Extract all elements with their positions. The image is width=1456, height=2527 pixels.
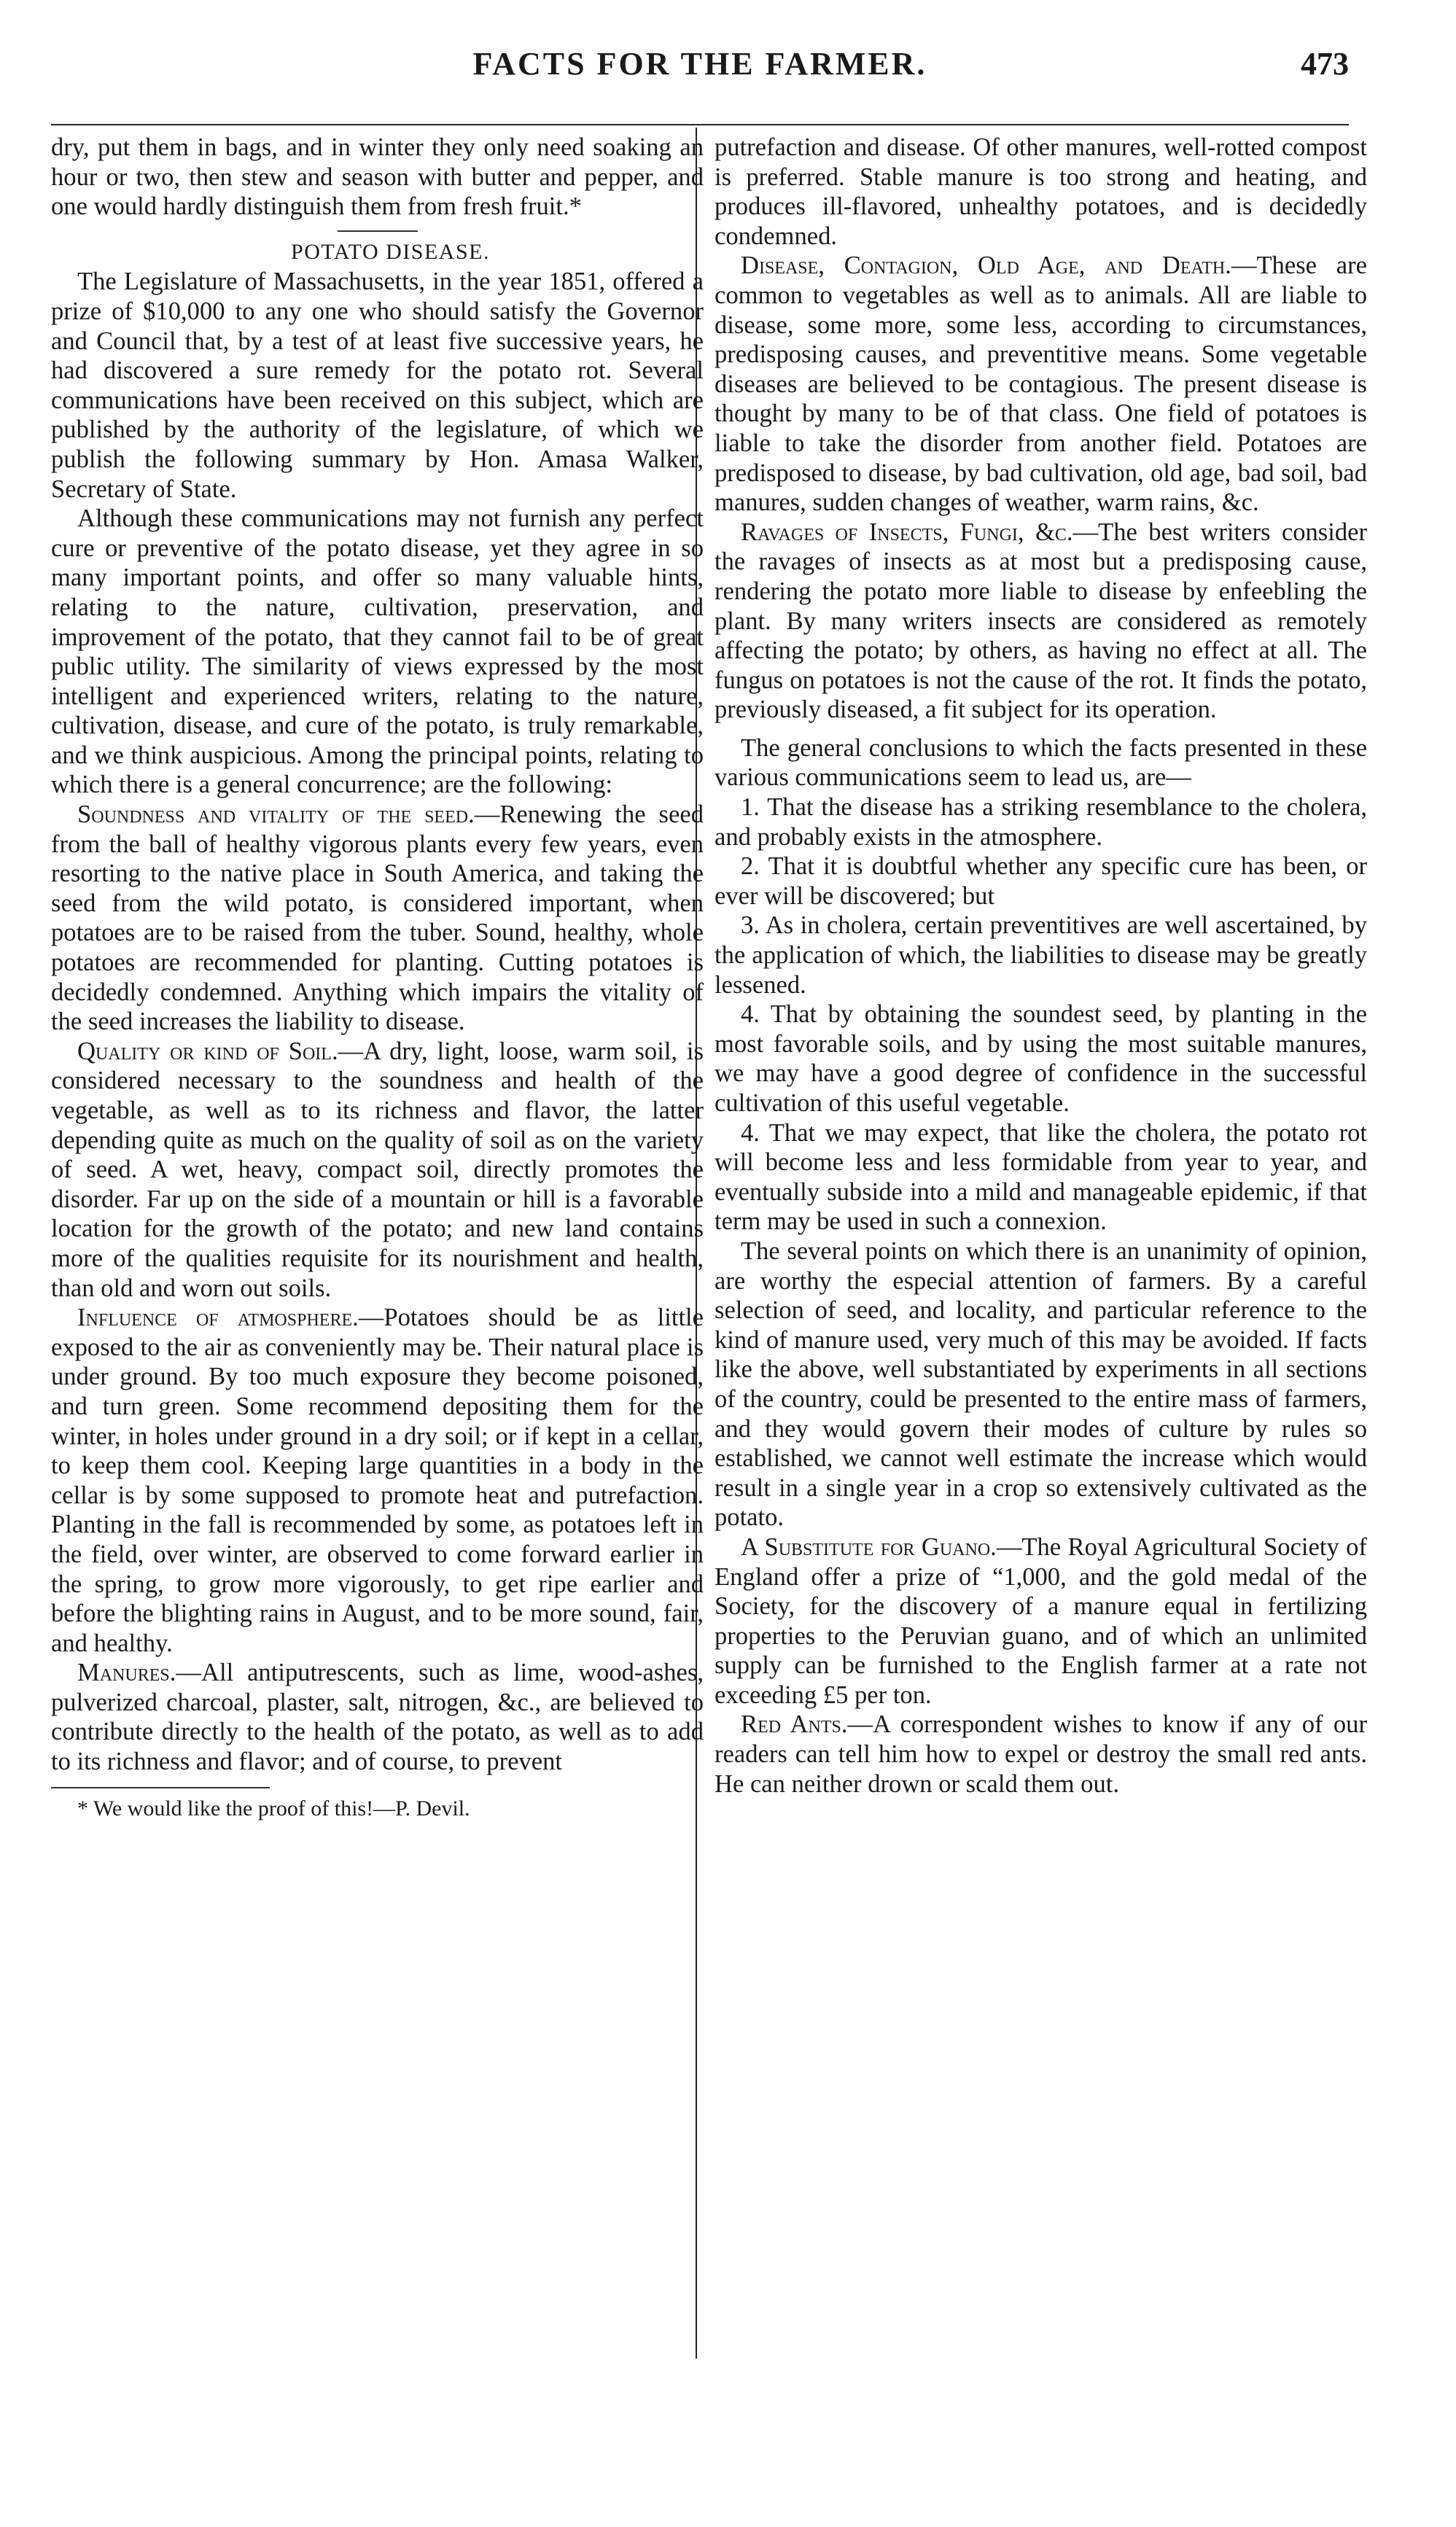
paragraph xyxy=(715,1710,1367,1799)
paragraph xyxy=(715,1533,1367,1710)
paragraph: putrefaction and disease. Of other manures, well-rotted compost is preferred. Stable manure is too strong and heating, and produces ill-flavored, unhealthy potatoes, and is decidedly condemned. xyxy=(715,133,1367,250)
section-heading: POTATO DISEASE. xyxy=(291,239,490,264)
paragraph-body: —These are common to vegetables as well as to animals. All are liable to disease, some more, some less, according to circumstances, predisposing causes, and preventitive means. Some vegetable diseases are believed to be contagious. The present disease is thought by many to be of that class. One field of potatoes is liable to take the disorder from another field. Potatoes are predisposed to disease, by bad cultivation, old age, bad soil, bad manures, sudden changes of weather, warm rains, &c. xyxy=(715,252,1367,517)
run-in-heading: Disease, Contagion, Old Age, and Death. xyxy=(741,252,1231,280)
list-item: 2. That it is doubtful whether any specific cure has been, or ever will be discovered; but xyxy=(715,852,1367,910)
list-item: 3. As in cholera, certain preventitives are well ascertained, by the application of which, the liabilities to disease may be greatly lessened. xyxy=(715,911,1367,999)
paragraph-body: —All antiputrescents, such as lime, wood-ashes, pulverized charcoal, plaster, salt, nitrogen, &c., are believed to contribute directly to the health of the potato, as well as to add to its richness and flavor; and of course, to prevent xyxy=(51,1659,704,1776)
page-number: 473 xyxy=(1301,46,1349,82)
paragraph xyxy=(715,518,1367,725)
paragraph xyxy=(715,251,1367,517)
right-column xyxy=(715,133,1367,2393)
run-in-heading: Quality or kind of Soil. xyxy=(77,1037,338,1065)
paragraph xyxy=(51,1658,704,1776)
paragraph: The Legislature of Massachusetts, in the year 1851, offered a prize of $10,000 to any one who should satisfy the Governor and Council that, by a test of at least five successive years, he had discovered a sure remedy for the potato rot. Several communications have been received on this subject, which are published by the authority of the legislature, of which we publish the following summary by Hon. Amasa Walker, Secretary of State. xyxy=(51,268,704,503)
paragraph: The general conclusions to which the facts presented in these various communications seem to lead us, are— xyxy=(715,733,1367,792)
run-in-heading: A Substitute for Guano. xyxy=(741,1533,997,1561)
paragraph xyxy=(51,1303,704,1658)
paragraph: The several points on which there is an unanimity of opinion, are worthy the especial attention of farmers. By a careful selection of seed, and locality, and particular reference to the kind of manure used, very much of this may be avoided. If facts like the above, well substantiated by experiments in all sections of the country, could be presented to the entire mass of farmers, and they would govern their modes of culture by rules so established, we cannot well estimate the increase which would result in a single year in a crop so extensively cultivated as the potato. xyxy=(715,1237,1367,1532)
paragraph xyxy=(51,1037,704,1303)
paragraph-body: —Potatoes should be as little exposed to the air as conveniently may be. Their natural place is under ground. By too much exposure they become poisoned, and turn green. Some recommend depositing them for the winter, in holes under ground in a dry soil; or if kept in a cellar, to keep them cool. Keeping large quantities in a body in the cellar is by some supposed to promote heat and putrefaction. Planting in the fall is recommended by some, as potatoes left in the field, over winter, are observed to come forward earlier in the spring, to grow more vigorously, to get ripe earlier and before the blighting rains in August, and to be more sound, fair, and healthy. xyxy=(51,1304,704,1657)
run-in-heading: Red Ants. xyxy=(741,1710,848,1739)
paragraph: Although these communications may not furnish any perfect cure or preventive of the potato disease, yet they agree in so many important points, and offer so many valuable hints, relating to the nature, cultivation, preservation, and improvement of the potato, that they cannot fail to be of great public utility. The similarity of views expressed by the most intelligent and experienced writers, relating to the nature, cultivation, disease, and cure of the potato, is truly remarkable, and we think auspicious. Among the principal points, relating to which there is a general concurrence; are the following: xyxy=(51,505,704,799)
run-in-heading: Influence of atmosphere. xyxy=(77,1304,359,1332)
paragraph-body: —Renewing the seed from the ball of healthy vigorous plants every few years, even resorting to the native place in South America, and taking the seed from the wild potato, is considered important, when potatoes are to be raised from the tuber. Sound, healthy, whole potatoes are recommended for planting. Cutting potatoes is decidedly condemned. Anything which impairs the vitality of the seed increases the liability to disease. xyxy=(51,801,704,1036)
section-separator xyxy=(338,230,418,232)
run-in-heading: Ravages of Insects, Fungi, &c. xyxy=(741,518,1073,546)
list-item: 4. That by obtaining the soundest seed, by planting in the most favorable soils, and by using the most suitable manures, we may have a good degree of confidence in the successful cultivation of this useful vegetable. xyxy=(715,1000,1367,1117)
list-item: 4. That we may expect, that like the cholera, the potato rot will become less and less formidable from year to year, and eventually subside into a mild and manageable epidemic, if that term may be used in such a connexion. xyxy=(715,1118,1367,1236)
left-column xyxy=(51,133,704,2393)
page-header xyxy=(51,45,1349,89)
paragraph-body: —A correspondent wishes to know if any of our readers can tell him how to expel or destroy the small red ants. He can neither drown or scald them out. xyxy=(715,1710,1367,1798)
header-rule xyxy=(51,124,1349,125)
paragraph-body: —A dry, light, loose, warm soil, is considered necessary to the soundness and health of the vegetable, as well as to its richness and flavor, the latter depending quite as much on the quality of soil as on the variety of seed. A wet, heavy, compact soil, directly promotes the disorder. Far up on the side of a mountain or hill is a favorable location for the growth of the potato; and new land contains more of the qualities requisite for its nourishment and health, than old and worn out soils. xyxy=(51,1037,704,1302)
running-title: FACTS FOR THE FARMER. xyxy=(472,46,927,82)
paragraph-body: —The Royal Agricultural Society of England offer a prize of “1,000, and the gold medal of the Society, for the discovery of a manure equal in fertilizing properties to the Peruvian guano, and of which an unlimited supply can be furnished to the English farmer at a rate not exceeding £5 per ton. xyxy=(715,1533,1367,1709)
paragraph-body: —The best writers consider the ravages of insects as at most but a predisposing cause, rendering the potato more liable to disease by enfeebling the plant. By many writers insects are considered as remotely affecting the potato; by others, as having no effect at all. The fungus on potatoes is not the cause of the rot. It finds the potato, previously diseased, a fit subject for its operation. xyxy=(715,518,1367,724)
paragraph xyxy=(51,800,704,1037)
paragraph: dry, put them in bags, and in winter they only need soaking an hour or two, then stew and season with butter and pepper, and one would hardly distinguish them from fresh fruit.* xyxy=(51,133,704,221)
footnote: * We would like the proof of this!—P. Devil. xyxy=(77,1796,470,1821)
footnote-rule xyxy=(51,1787,270,1788)
run-in-heading: Manures. xyxy=(77,1659,176,1687)
run-in-heading: Soundness and vitality of the seed. xyxy=(77,801,475,829)
list-item: 1. That the disease has a striking resemblance to the cholera, and probably exists in the atmosphere. xyxy=(715,793,1367,851)
